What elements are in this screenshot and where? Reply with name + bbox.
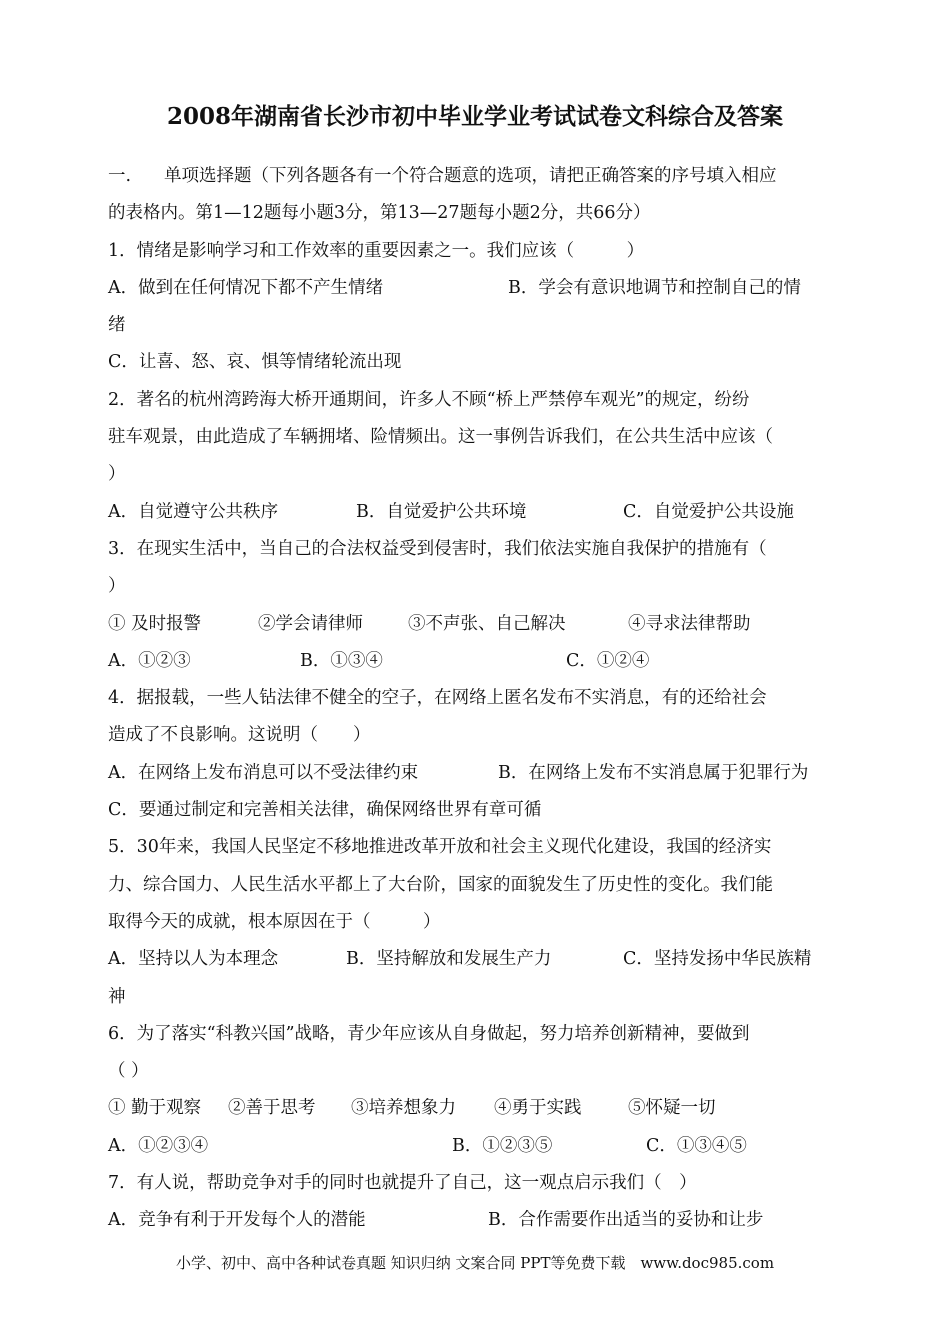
- q6-option-b: B．①②③⑤: [452, 1135, 553, 1156]
- q2-option-c: C．自觉爱护公共设施: [623, 501, 794, 522]
- section-intro-line2: 的表格内。第1—12题每小题3分，第13—27题每小题2分，共66分）: [108, 203, 651, 224]
- q6-item-4: ④勇于实践: [494, 1098, 582, 1119]
- q6-option-a: A．①②③④: [108, 1135, 209, 1156]
- q6-option-c: C．①③④⑤: [646, 1135, 747, 1156]
- question-6-stem-line1: 6．为了落实“科教兴国”战略，青少年应该从自身做起，努力培养创新精神，要做到: [108, 1023, 750, 1044]
- q4-option-b: B．在网络上发布不实消息属于犯罪行为: [498, 762, 809, 783]
- q5-option-c-continued: 神: [108, 986, 126, 1007]
- q1-option-b-continued: 绪: [108, 315, 126, 336]
- page-footer: 小学、初中、高中各种试卷真题 知识归纳 文案合同 PPT等免费下载 www.doc985.com: [175, 1254, 775, 1272]
- question-1-stem: 1．情绪是影响学习和工作效率的重要因素之一。我们应该（ ）: [108, 240, 645, 261]
- q3-item-3: ③不声张、自己解决: [408, 613, 566, 634]
- q3-option-c: C．①②④: [566, 650, 650, 671]
- q5-option-c: C．坚持发扬中华民族精: [623, 949, 812, 970]
- exam-content: [108, 158, 840, 1240]
- q5-option-a: A．坚持以人为本理念: [108, 949, 279, 970]
- question-6-items: [108, 1090, 840, 1127]
- q5-option-b: B．坚持解放和发展生产力: [346, 949, 552, 970]
- q2-option-a: A．自觉遵守公共秩序: [108, 501, 279, 522]
- q1-option-c: C．让喜、怒、哀、惧等情绪轮流出现: [108, 352, 402, 373]
- q6-item-5: ⑤怀疑一切: [628, 1098, 716, 1119]
- question-6-stem-line2: （ ）: [108, 1061, 149, 1082]
- q2-option-b: B．自觉爱护公共环境: [356, 501, 527, 522]
- page-title: 2008年湖南省长沙市初中毕业学业考试试卷文科综合及答案: [166, 103, 783, 130]
- question-4-options-ab: [108, 755, 840, 792]
- question-4-stem-line2: 造成了不良影响。这说明（ ）: [108, 725, 371, 746]
- q3-option-a: A．①②③: [108, 650, 191, 671]
- question-2-stem-line2: 驻车观景，由此造成了车辆拥堵、险情频出。这一事例告诉我们，在公共生活中应该（: [108, 427, 773, 448]
- question-3-stem-line2: ）: [108, 576, 126, 597]
- q6-item-3: ③培养想象力: [351, 1098, 456, 1119]
- q3-option-b: B．①③④: [300, 650, 383, 671]
- q4-option-c: C．要通过制定和完善相关法律，确保网络世界有章可循: [108, 800, 542, 821]
- q3-item-2: ②学会请律师: [258, 613, 363, 634]
- q6-item-2: ②善于思考: [228, 1098, 316, 1119]
- section-number: 一.: [108, 166, 132, 186]
- q3-item-1: ① 及时报警: [108, 613, 202, 634]
- question-3-stem-line1: 3．在现实生活中，当自己的合法权益受到侵害时，我们依法实施自我保护的措施有（: [108, 538, 767, 559]
- q6-item-1: ① 勤于观察: [108, 1098, 202, 1119]
- question-2-options: [108, 494, 840, 531]
- question-3-items: [108, 606, 840, 643]
- question-3-options: [108, 643, 840, 680]
- section-intro-text: 单项选择题（下列各题各有一个符合题意的选项，请把正确答案的序号填入相应: [164, 166, 777, 186]
- question-5-stem-line1: 5．30年来，我国人民坚定不移地推进改革开放和社会主义现代化建设，我国的经济实: [108, 837, 772, 858]
- q7-option-a: A．竞争有利于开发每个人的潜能: [108, 1210, 366, 1231]
- question-4-stem-line1: 4．据报载，一些人钻法律不健全的空子，在网络上匿名发布不实消息，有的还给社会: [108, 688, 767, 709]
- question-5-options: [108, 941, 840, 978]
- q4-option-a: A．在网络上发布消息可以不受法律约束: [108, 762, 419, 783]
- question-5-stem-line3: 取得今天的成就，根本原因在于（ ）: [108, 911, 441, 932]
- question-6-options: [108, 1128, 840, 1165]
- section-intro-line1: [108, 158, 840, 195]
- question-7-stem: 7．有人说，帮助竞争对手的同时也就提升了自己，这一观点启示我们（ ）: [108, 1173, 697, 1194]
- question-5-stem-line2: 力、综合国力、人民生活水平都上了大台阶，国家的面貌发生了历史性的变化。我们能: [108, 874, 773, 895]
- question-2-stem-line1: 2．著名的杭州湾跨海大桥开通期间，许多人不顾“桥上严禁停车观光”的规定，纷纷: [108, 389, 750, 410]
- question-7-options: [108, 1202, 840, 1239]
- q1-option-b: B．学会有意识地调节和控制自己的情: [508, 277, 801, 298]
- q3-item-4: ④寻求法律帮助: [628, 613, 751, 634]
- question-1-options-ab: [108, 270, 840, 307]
- question-2-stem-line3: ）: [108, 464, 126, 485]
- q7-option-b: B．合作需要作出适当的妥协和让步: [488, 1210, 764, 1231]
- q1-option-a: A．做到在任何情况下都不产生情绪: [108, 277, 384, 298]
